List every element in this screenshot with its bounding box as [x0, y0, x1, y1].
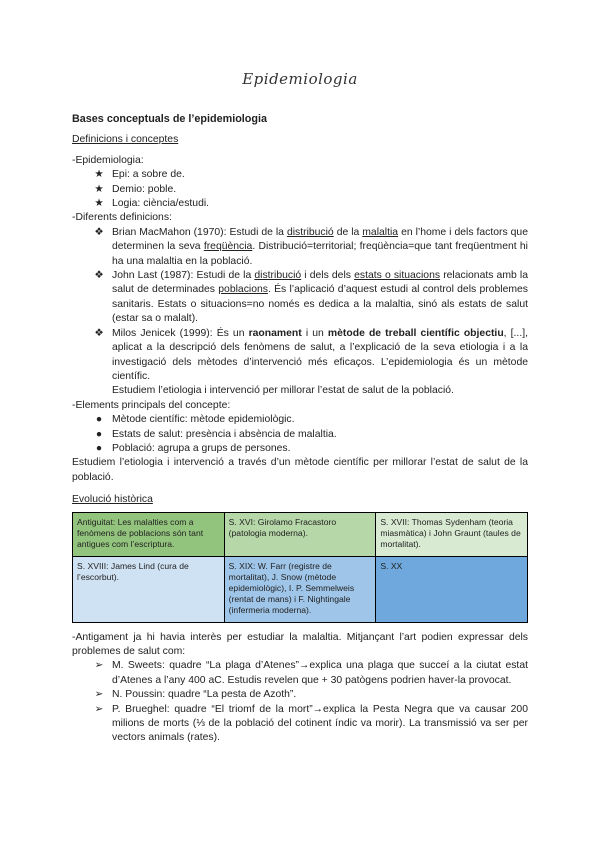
summary-paragraph: Estudiem l’etiologia i intervenció a través d’un mètode científic per millorar l’estat de salut de la població.	[72, 457, 528, 483]
list-item: ● Estats de salut: presència i absència de malaltia.	[72, 428, 528, 442]
definitions-list	[72, 226, 528, 384]
list-item: ➢ P. Brueghel: quadre “El triomf de la mort”→explica la Pesta Negra que va causar 200 milions de morts (⅓ de la població del cotinent índic va morir). La transmissió va ser per vectors animals (rates).	[72, 703, 528, 746]
art-list	[72, 659, 528, 745]
definition-macmahon: ❖ Brian MacMahon (1970): Estudi de la distribució de la malaltia en l’home i dels factors que determinen la seva freqüència. Distribució=territorial; freqüència=que tant freqüentment hi ha una malaltia en la població.	[72, 226, 528, 269]
list-item: ● Població: agrupa a grups de persones.	[72, 442, 528, 456]
star-bullet-icon: ★	[94, 183, 104, 195]
table-row	[73, 512, 528, 556]
epidemiology-label: -Epidemiologia:	[72, 154, 144, 166]
definition-last: ❖ John Last (1987): Estudi de la distribució i dels dels estats o situacions relacionats amb la salut de determinades poblacions. És l’aplicació d’aquest estudi al control dels problemes sanitaris. Estats o situacions=no només es dedica a la malaltia, sinó als estats de salut (estar sa o malalt).	[72, 269, 528, 327]
table-cell: S. XVI: Girolamo Fracastoro (patologia moderna).	[224, 512, 376, 556]
arrow-bullet-icon: ➢	[94, 689, 104, 701]
list-item: ● Mètode científic: mètode epidemiològic.	[72, 413, 528, 427]
ancient-paragraph: -Antigament ja hi havia interès per estudiar la malaltia. Mitjançant l’art podien expressar dels problemes de salut com:	[72, 631, 528, 657]
arrow-bullet-icon: ➢	[94, 703, 104, 715]
section-heading: Bases conceptuals de l’epidemiologia	[72, 113, 268, 125]
list-item: ★ Demio: poble.	[72, 183, 528, 197]
dot-bullet-icon: ●	[95, 442, 103, 454]
elements-list	[72, 413, 528, 456]
list-item: ★ Logia: ciència/estudi.	[72, 197, 528, 211]
definitions-label: -Diferents definicions:	[72, 212, 172, 224]
diamond-bullet-icon: ❖	[94, 327, 104, 339]
table-row	[73, 556, 528, 622]
star-bullet-icon: ★	[94, 198, 104, 210]
elements-label: -Elements principals del concepte:	[72, 399, 231, 411]
subheading-definitions: Definicions i conceptes	[72, 134, 179, 146]
diamond-bullet-icon: ❖	[94, 270, 104, 282]
definition-note: Estudiem l’etiologia i intervenció per millorar l’estat de salut de la població.	[112, 385, 454, 397]
dot-bullet-icon: ●	[95, 428, 103, 440]
arrow-bullet-icon: ➢	[94, 660, 104, 672]
star-bullet-icon: ★	[94, 169, 104, 181]
document-body	[72, 112, 528, 746]
dot-bullet-icon: ●	[95, 414, 103, 426]
subheading-history: Evolució històrica	[72, 494, 153, 506]
history-table	[72, 512, 528, 623]
table-cell: S. XIX: W. Farr (registre de mortalitat), J. Snow (mètode epidemiològic), I. P. Semmelweis (rentat de mans) i F. Nightingale (infermeria moderna).	[224, 556, 376, 622]
list-item: ➢ M. Sweets: quadre “La plaga d’Atenes”→explica una plaga que succeí a la ciutat estat d’Atenes a l’any 400 aC. Estudis revelen que + 30 patògens podrien haver-la provocat.	[72, 659, 528, 688]
etymology-list	[72, 168, 528, 211]
table-cell: Antiguitat: Les malalties com a fenòmens de poblacions són tant antigues com l’escriptura.	[73, 512, 225, 556]
page-title: Epidemiologia	[242, 70, 358, 88]
definition-jenicek: ❖ Milos Jenicek (1999): És un raonament i un mètode de treball científic objectiu, [...], aplicat a la descripció dels fenòmens de salut, a l’explicació de la seva etiologia i a la investigació dels mètodes d’intervenció més eficaços. L’epidemiologia és un mètode científic.	[72, 327, 528, 385]
table-cell: S. XVIII: James Lind (cura de l’escorbut).	[73, 556, 225, 622]
table-cell: S. XVII: Thomas Sydenham (teoria miasmàtica) i John Graunt (taules de mortalitat).	[376, 512, 528, 556]
diamond-bullet-icon: ❖	[94, 226, 104, 238]
list-item: ★ Epi: a sobre de.	[72, 168, 528, 182]
list-item: ➢ N. Poussin: quadre “La pesta de Azoth”.	[72, 688, 528, 702]
table-cell: S. XX	[376, 556, 528, 622]
